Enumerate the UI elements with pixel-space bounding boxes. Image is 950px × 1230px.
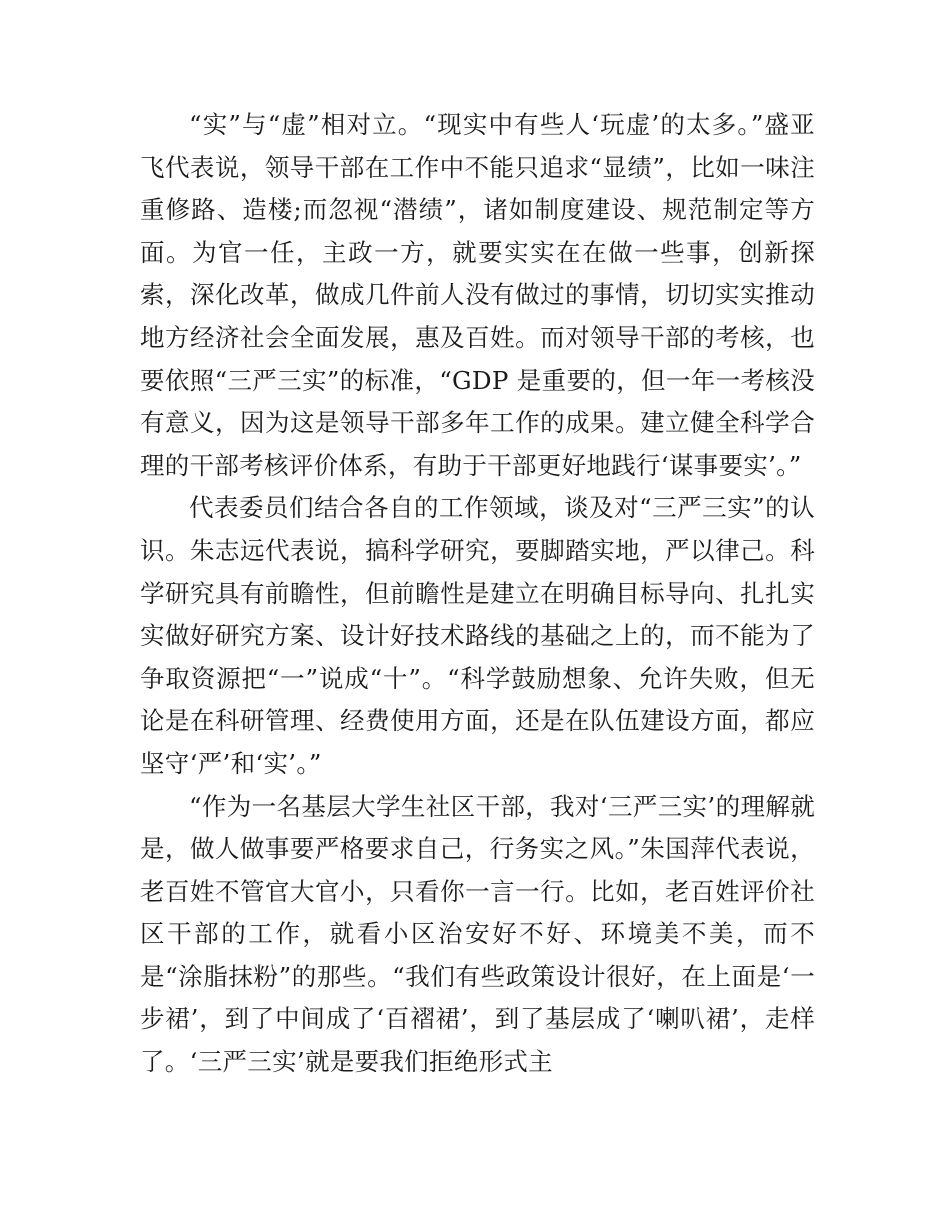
paragraph-1: “实”与“虚”相对立。“现实中有些人‘玩虚’的太多。”盛亚飞代表说，领导干部在工作中不能只追求“显绩”，比如一味注重修路、造楼;而忽视“潜绩”，诸如制度建设、规范制定等方面。为官一任，主政一方，就要实实在在做一些事，创新探索，深化改革，做成几件前人没有做过的事情，切切实实推动地方经济社会全面发展，惠及百姓。而对领导干部的考核，也要依照“三严三实”的标准，“GDP 是重要的，但一年一考核没有意义，因为这是领导干部多年工作的成果。建立健全科学合理的干部考核评价体系，有助于干部更好地践行‘谋事要实’。” bbox=[140, 110, 815, 480]
document-page bbox=[140, 104, 815, 1084]
paragraph-3: “作为一名基层大学生社区干部，我对‘三严三实’的理解就是，做人做事要严格要求自己，行务实之风。”朱国萍代表说，老百姓不管官大官小，只看你一言一行。比如，老百姓评价社区干部的工作，就看小区治安好不好、环境美不美，而不是“涂脂抹粉”的那些。“我们有些政策设计很好，在上面是‘一步裙’，到了中间成了‘百褶裙’，到了基层成了‘喇叭裙’，走样了。‘三严三实’就是要我们拒绝形式主 bbox=[140, 791, 815, 1077]
paragraph-2: 代表委员们结合各自的工作领域，谈及对“三严三实”的认识。朱志远代表说，搞科学研究，要脚踏实地，严以律己。科学研究具有前瞻性，但前瞻性是建立在明确目标导向、扎扎实实做好研究方案、设计好技术路线的基础之上的，而不能为了争取资源把“一”说成“十”。“科学鼓励想象、允许失败，但无论是在科研管理、经费使用方面，还是在队伍建设方面，都应坚守‘严’和‘实’。” bbox=[140, 493, 815, 778]
